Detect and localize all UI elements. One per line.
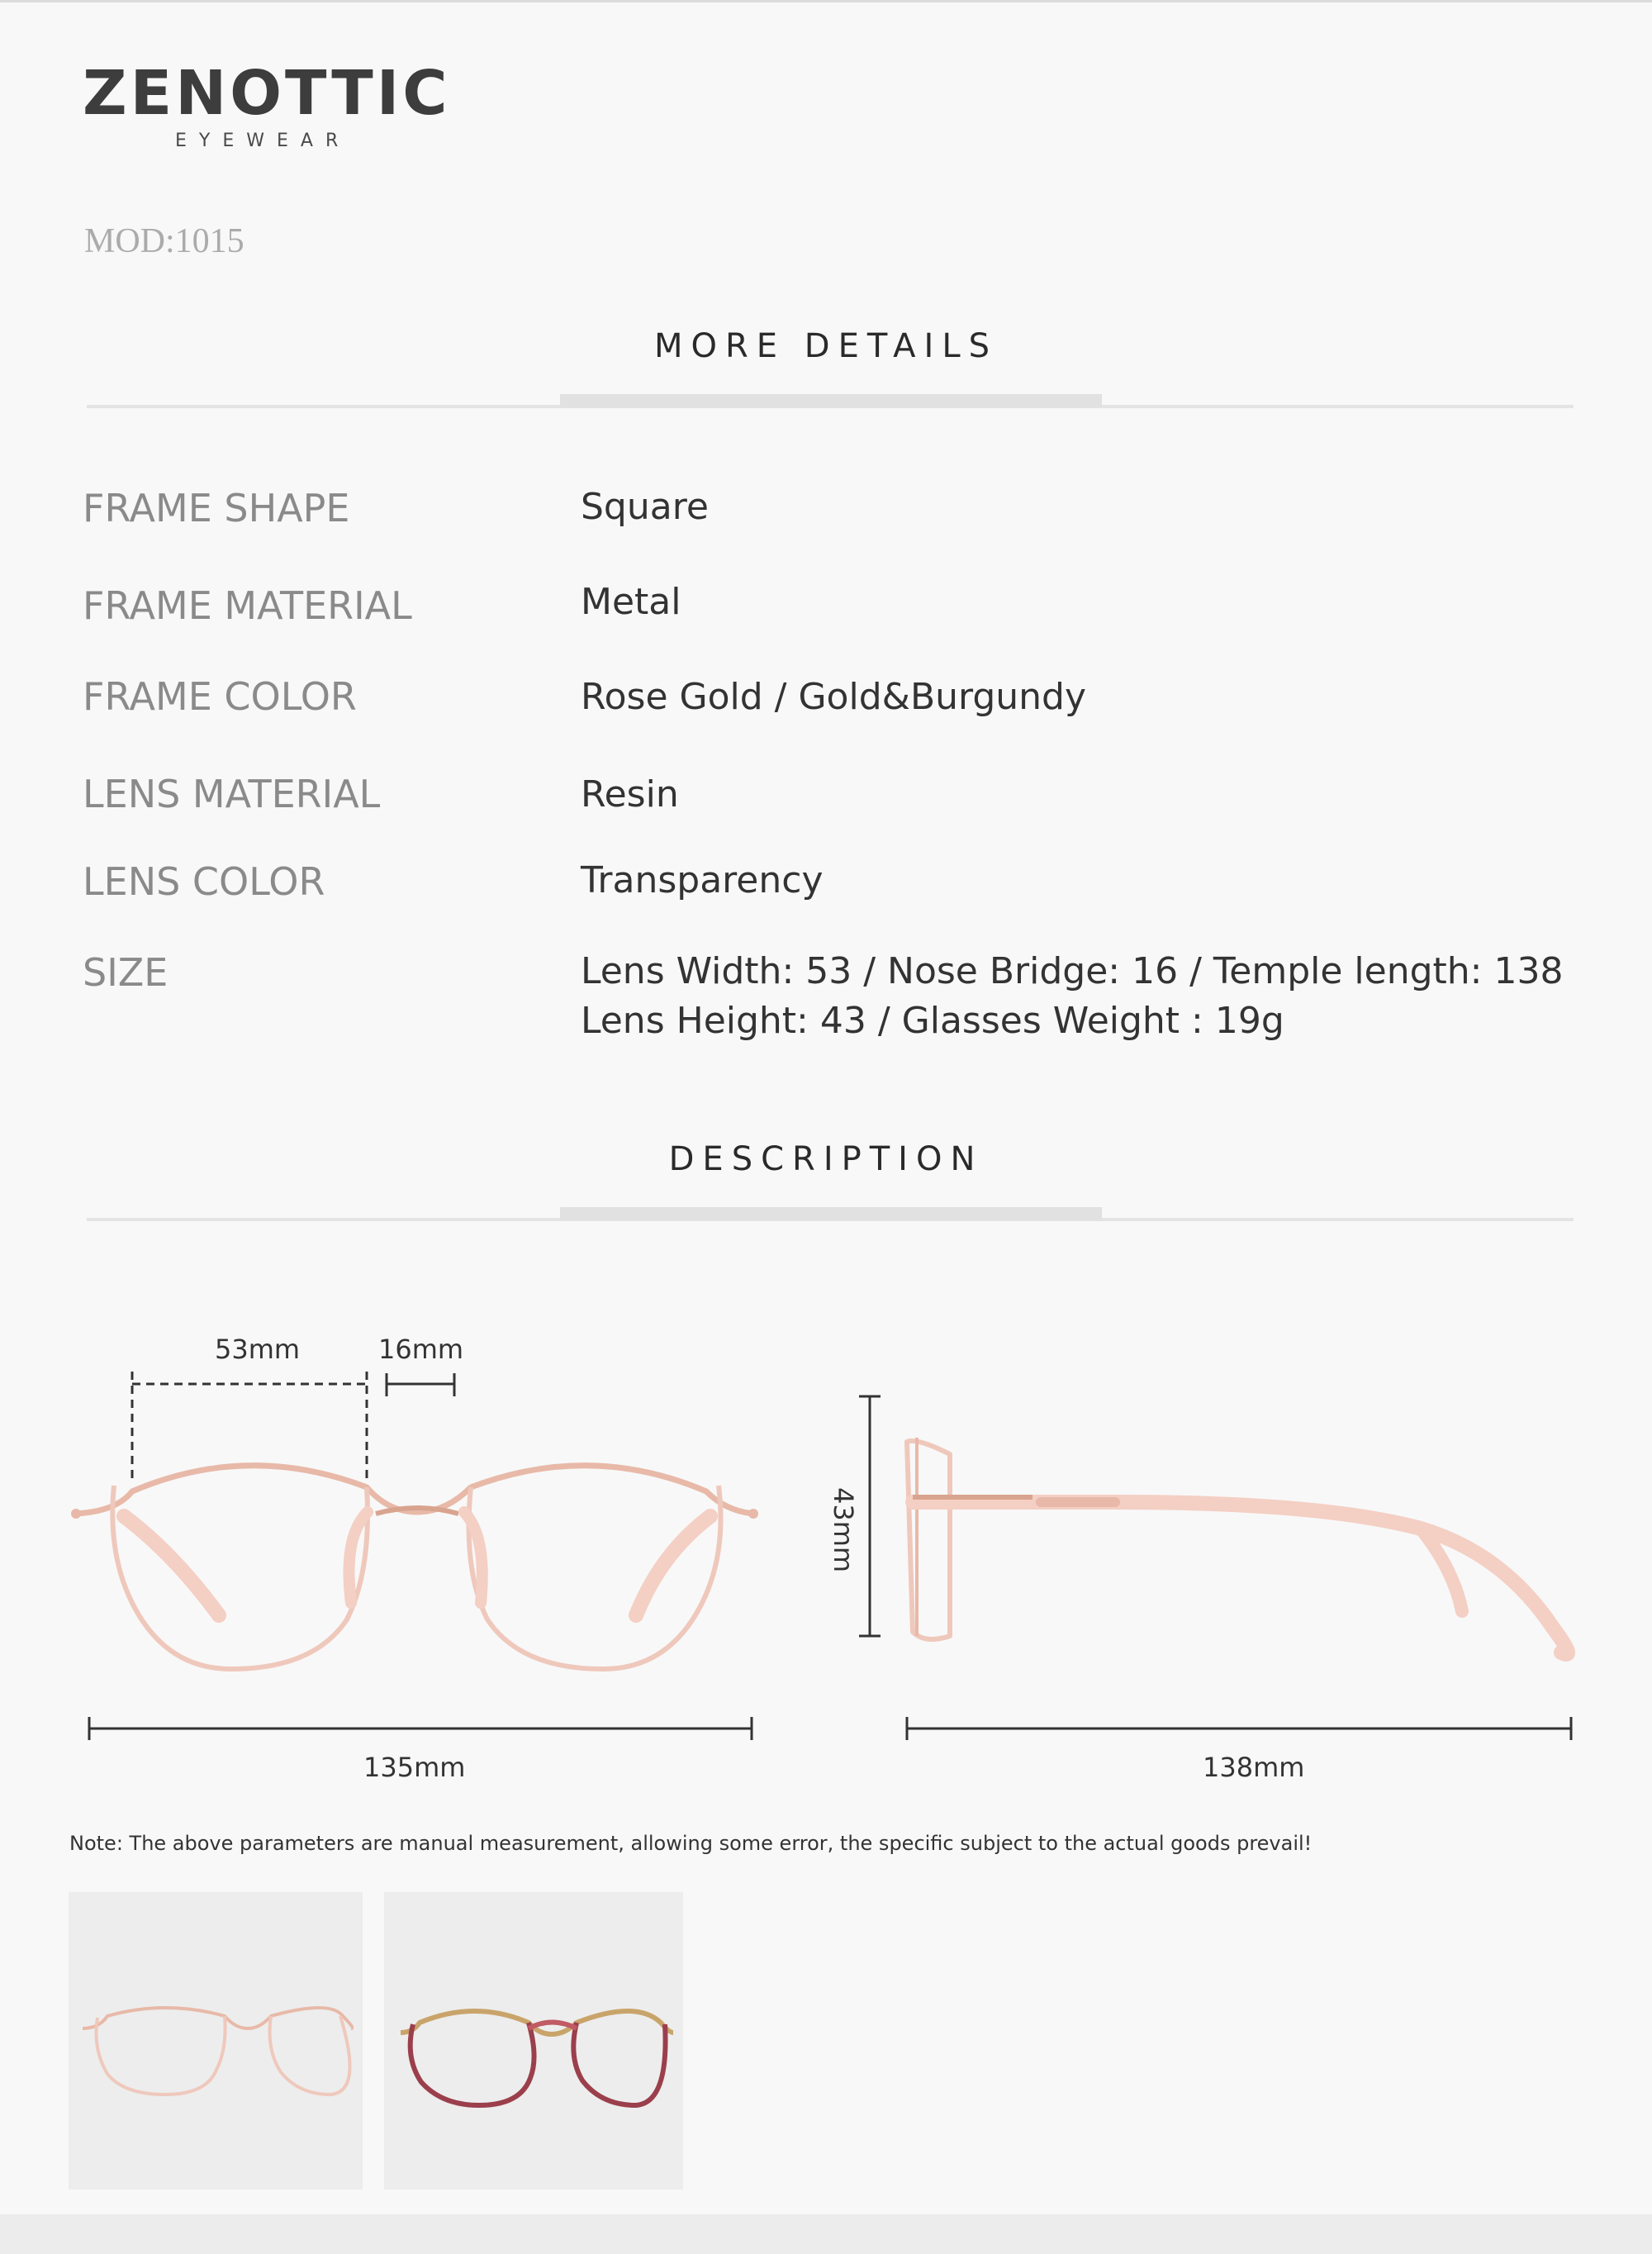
detail-label-lens-material: LENS MATERIAL <box>83 772 381 816</box>
dim-total-width: 135mm <box>363 1752 466 1783</box>
more-details-title: MORE DETAILS <box>653 327 998 365</box>
model-number: MOD:1015 <box>84 222 244 260</box>
detail-label-lens-color: LENS COLOR <box>83 859 325 904</box>
dim-lens-height: 43mm <box>828 1487 859 1573</box>
bottom-band <box>0 2214 1652 2254</box>
brand-name: ZENOTTIC <box>83 58 451 129</box>
detail-value-frame-material: Metal <box>581 581 681 623</box>
detail-value-size: Lens Width: 53 / Nose Bridge: 16 / Temple length: 138 <box>581 950 1564 992</box>
dim-lens-width: 53mm <box>215 1334 301 1365</box>
detail-value-lens-color: Transparency <box>581 859 824 901</box>
dim-temple-length: 138mm <box>1203 1752 1305 1783</box>
detail-value-frame-shape: Square <box>581 486 709 528</box>
side-view-glasses <box>907 1438 1568 1654</box>
detail-label-frame-material: FRAME MATERIAL <box>83 583 412 628</box>
detail-value-size-line2: Lens Height: 43 / Glasses Weight : 19g <box>581 1000 1284 1042</box>
brand-sub: EYEWEAR <box>175 131 351 151</box>
detail-value-lens-material: Resin <box>581 773 679 816</box>
front-view-glasses <box>71 1466 758 1669</box>
detail-label-frame-shape: FRAME SHAPE <box>83 486 350 530</box>
detail-label-frame-color: FRAME COLOR <box>83 674 357 719</box>
thumb-gold-burgundy[interactable] <box>384 1892 683 2190</box>
dim-bridge: 16mm <box>378 1334 464 1365</box>
thumb-rose-gold[interactable] <box>69 1892 363 2190</box>
detail-label-size: SIZE <box>83 950 169 995</box>
measurement-note: Note: The above parameters are manual measurement, allowing some error, the specific subject to the actual goods prevail! <box>69 1832 1313 1855</box>
detail-value-frame-color: Rose Gold / Gold&Burgundy <box>581 676 1087 718</box>
description-title: DESCRIPTION <box>668 1140 984 1178</box>
